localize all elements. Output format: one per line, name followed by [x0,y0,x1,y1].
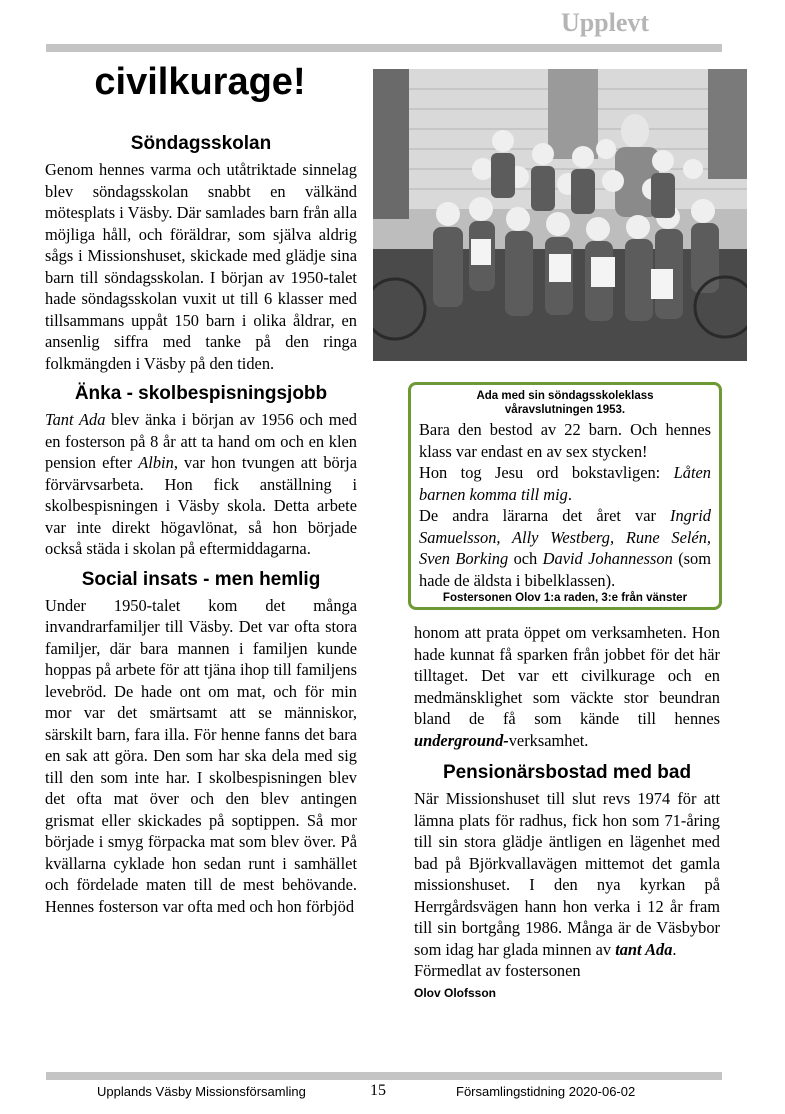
photo-caption-box [408,382,722,610]
right-column [414,622,720,1000]
heading-sondagsskolan: Söndagsskolan [130,133,272,154]
text-continuation: honom att prata öppet om verksamheten. Hon hade kunnat få sparken från jobbet för det här tilltaget. Det var ett civilkurage och en medmänsklighet som väckte stor beundran bland de få som kände till hennes underground-verksamhet. [414,623,720,750]
caption-title-line2: våravslutningen 1953. [504,404,626,416]
top-rule [46,44,722,52]
text-sondagsskolan: Genom hennes varma och utåtriktade sinnelag blev söndagsskolan snabbt en välkänd mötesplats i Väsby. Där samlades barn från alla möjliga håll, och föräldrar, som själva aldrig sågs i Missionshuset, skickade med glädje sina barn till söndagsskolan. I början av 1950-talet hade söndagsskolan vuxit ut till 6 klasser med tillsammans uppåt 150 barn i olika åldrar, en ansenlig siffra med tanke på den ringa folkmängden i Väsby på den tiden. [45,160,357,373]
footer-parish: Upplands Väsby Missionsförsamling [97,1084,306,1099]
caption-paragraph-2: Hon tog Jesu ord bokstavligen: Låten barnen komma till mig. [419,463,711,504]
caption-paragraph-1: Bara den bestod av 22 barn. Och hennes klass var endast en av sex stycken! [419,420,711,461]
class-photo [373,69,747,361]
mediated-by: Förmedlat av fostersonen [414,961,581,980]
footer-page-number: 15 [370,1082,386,1099]
text-anka: Tant Ada blev änka i början av 1956 och med en fosterson på 8 år att ta hand om och en klen pension efter Albin, var hon tvungen att börja förvärvsarbeta. Hon fick anställning i skolbespisningen i Väsby skola. Detta arbete var inte direkt högavlönat, så hon började också städa i skolan på eftermiddagarna. [45,410,357,558]
author-name: Olov Olofsson [414,985,497,1000]
article-headline: civilkurage! [94,61,306,103]
heading-pension: Pensionärsbostad med bad [442,762,692,783]
caption-paragraph-3: De andra lärarna det året var Ingrid Samuelsson, Ally Westberg, Rune Selén, Sven Borking och David Johannesson (som hade de äldsta i bibelklassen). [419,506,711,590]
caption-title-line1: Ada med sin söndagsskoleklass [476,390,654,402]
caption-footnote: Fostersonen Olov 1:a raden, 3:e från vänster [442,592,688,604]
photo-illustration [373,69,747,361]
section-tag: Upplevt [560,8,650,37]
text-pension: När Missionshuset till slut revs 1974 för att lämna plats för radhus, fick hon som 71-åring till sin stora glädje äntligen en lägenhet med bad på Björkvallavägen mittemot det gamla missionshuset. I den nya kyrkan på Herrgårdsvägen hann hon verka i 12 år fram till sin bortgång 1986. Många är de Väsbybor som idag har glada minnen av tant Ada. [414,789,720,959]
heading-social: Social insats - men hemlig [81,568,321,590]
footer-issue: Församlingstidning 2020-06-02 [456,1084,636,1099]
text-social: Under 1950-talet kom det många invandrarfamiljer till Väsby. Det var ofta stora familjer, där bara mannen i familjen kunde hoppas på arbete för att tjäna ihop till familjens levebröd. De hade ont om mat, och för min mor var det smärtsamt att se människor, särskilt barn, fara illa. För henne fanns det bara en sak att göra. Den som har ska dela med sig till den som inte har. I skolbespisningen blev det ofta mat över och den blev antingen grismat eller skickades på soptippen. Så mor började i smyg förpacka mat som blev över. På kvällarna cyklade hon sedan runt i samhället och fördelade maten till de mest behövande. Hennes fosterson var ofta med och hon förbjöd [45,595,357,916]
left-column [45,132,357,917]
heading-anka: Änka - skolbespisningsjobb [74,383,328,404]
bottom-rule [46,1072,722,1080]
